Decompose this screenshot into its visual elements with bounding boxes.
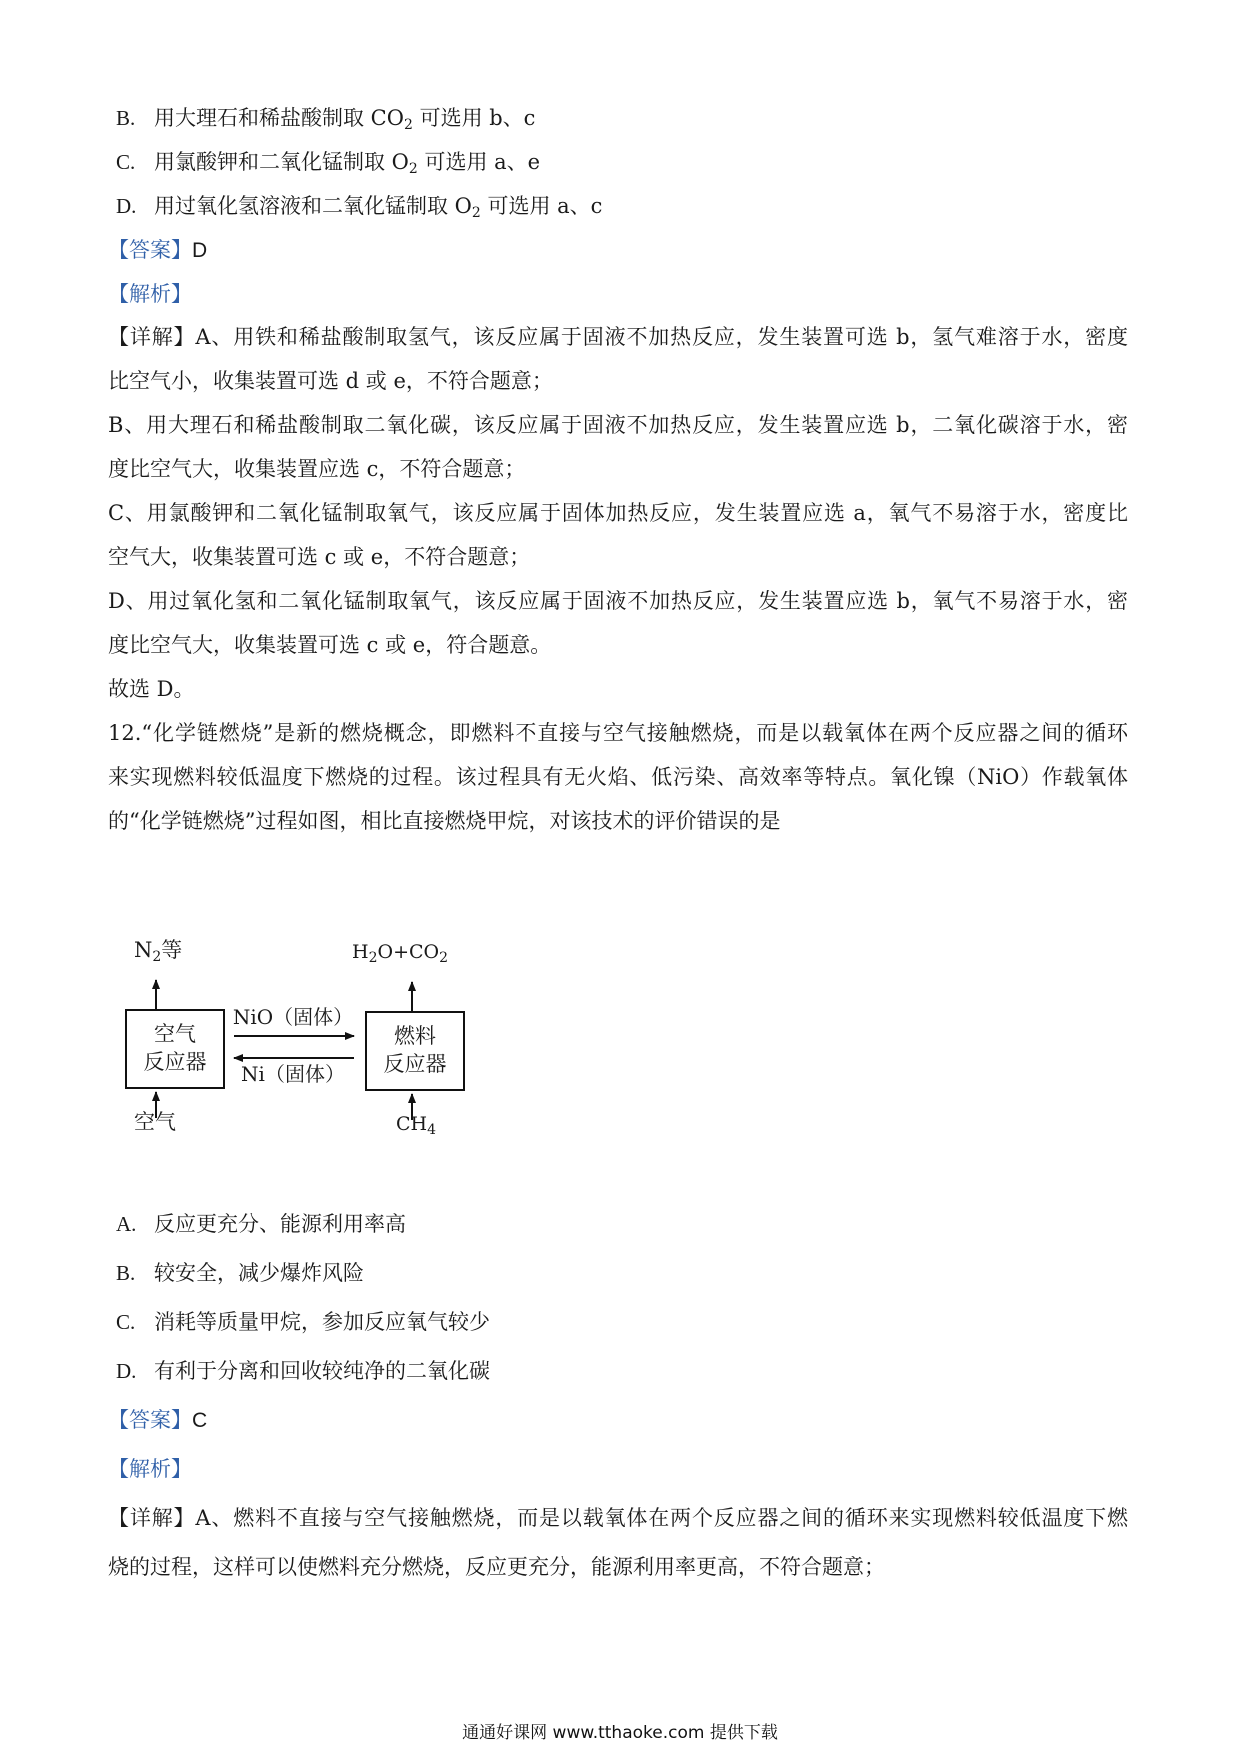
answer-label: 【答案】	[108, 238, 192, 262]
option-text: 较安全，减少爆炸风险	[154, 1261, 364, 1285]
option-key: B.	[116, 1261, 136, 1285]
fuel-out-label: $H_2O+CO_2$	[352, 941, 449, 966]
option-c	[116, 148, 1126, 176]
option-key: C.	[116, 150, 136, 174]
question-text: 来实现燃料较低温度下燃烧的过程。该过程具有无火焰、低污染、高效率等特点。氧化镍（NiO）作载氧体	[108, 765, 1128, 789]
q12-detail-line: 【详解】A、燃料不直接与空气接触燃烧，而是以载氧体在两个反应器之间的循环来实现燃料较低温度下燃	[108, 1506, 1128, 1530]
conclusion-line: 故选 D。	[108, 677, 195, 701]
option-text: 有利于分离和回收较纯净的二氧化碳	[154, 1359, 490, 1383]
backward-label: Ni（固体）	[241, 1062, 345, 1086]
detail-line: 【详解】A、用铁和稀盐酸制取氢气，该反应属于固液不加热反应，发生装置可选 b，氢气难溶于水，密度	[108, 325, 1128, 349]
option-key: D.	[116, 194, 137, 218]
subscript: 2	[471, 205, 481, 221]
air-reactor-line2: 反应器	[143, 1050, 207, 1074]
chemical-looping-diagram	[116, 930, 496, 1140]
option-text: 可选用 b、c	[412, 106, 536, 130]
analysis-label: 【解析】	[108, 282, 192, 306]
air-in-label: 空气	[134, 1110, 176, 1134]
detail-line: D、用过氧化氢和二氧化锰制取氧气，该反应属于固液不加热反应，发生装置应选 b，氧气不易溶于水，密	[108, 589, 1128, 613]
option-text: 消耗等质量甲烷，参加反应氧气较少	[154, 1310, 490, 1334]
answer-value: C	[192, 1409, 208, 1432]
fuel-in-label: $CH_4$	[396, 1113, 437, 1138]
forward-label: NiO（固体）	[232, 1005, 354, 1029]
option-d	[116, 192, 1126, 220]
answer-line	[108, 236, 1118, 265]
option-key: D.	[116, 1359, 137, 1383]
detail-line: 空气大，收集装置可选 c 或 e，不符合题意；	[108, 545, 531, 569]
option-key: C.	[116, 1310, 136, 1334]
detail-line: C、用氯酸钾和二氧化锰制取氧气，该反应属于固体加热反应，发生装置应选 a，氧气不易溶于水，密度比	[108, 501, 1128, 525]
option-key: A.	[116, 1212, 137, 1236]
option-key: B.	[116, 106, 136, 130]
option-text: 可选用 a、c	[480, 194, 603, 218]
q12-option-a	[116, 1210, 1126, 1238]
page-footer: 通通好课网 www.tthaoke.com 提供下载	[462, 1723, 778, 1743]
question-text: 12.“化学链燃烧”是新的燃烧概念，即燃料不直接与空气接触燃烧，而是以载氧体在两个反应器之间的循环	[108, 721, 1128, 745]
detail-line: B、用大理石和稀盐酸制取二氧化碳，该反应属于固液不加热反应，发生装置应选 b，二氧化碳溶于水，密	[108, 413, 1128, 437]
subscript: 2	[408, 161, 418, 177]
detail-line: 度比空气大，收集装置可选 c 或 e，符合题意。	[108, 633, 552, 657]
q12-detail-line: 烧的过程，这样可以使燃料充分燃烧，反应更充分，能源利用率更高，不符合题意；	[108, 1555, 885, 1579]
fuel-reactor-line2: 反应器	[383, 1052, 447, 1076]
answer-value: D	[192, 239, 208, 262]
q12-option-c	[116, 1308, 1126, 1336]
option-b	[116, 104, 1126, 132]
question-text: 的“化学链燃烧”过程如图，相比直接燃烧甲烷，对该技术的评价错误的是	[108, 809, 781, 833]
q12-answer-line	[108, 1406, 1118, 1435]
air-out-label: $N_2$等	[134, 938, 183, 965]
subscript: 2	[403, 117, 413, 133]
detail-line: 比空气小，收集装置可选 d 或 e，不符合题意；	[108, 369, 553, 393]
option-text: 可选用 a、e	[417, 150, 541, 174]
air-reactor-line1: 空气	[154, 1022, 196, 1046]
detail-line: 度比空气大，收集装置应选 c，不符合题意；	[108, 457, 526, 481]
answer-label: 【答案】	[108, 1408, 192, 1432]
option-text: 用过氧化氢溶液和二氧化锰制取 O	[154, 194, 472, 218]
option-text: 用氯酸钾和二氧化锰制取 O	[154, 150, 409, 174]
q12-analysis-label: 【解析】	[108, 1457, 192, 1481]
q12-option-b	[116, 1259, 1126, 1287]
fuel-reactor-line1: 燃料	[394, 1024, 436, 1048]
q12-option-d	[116, 1357, 1126, 1385]
option-text: 用大理石和稀盐酸制取 CO	[154, 106, 404, 130]
option-text: 反应更充分、能源利用率高	[154, 1212, 406, 1236]
